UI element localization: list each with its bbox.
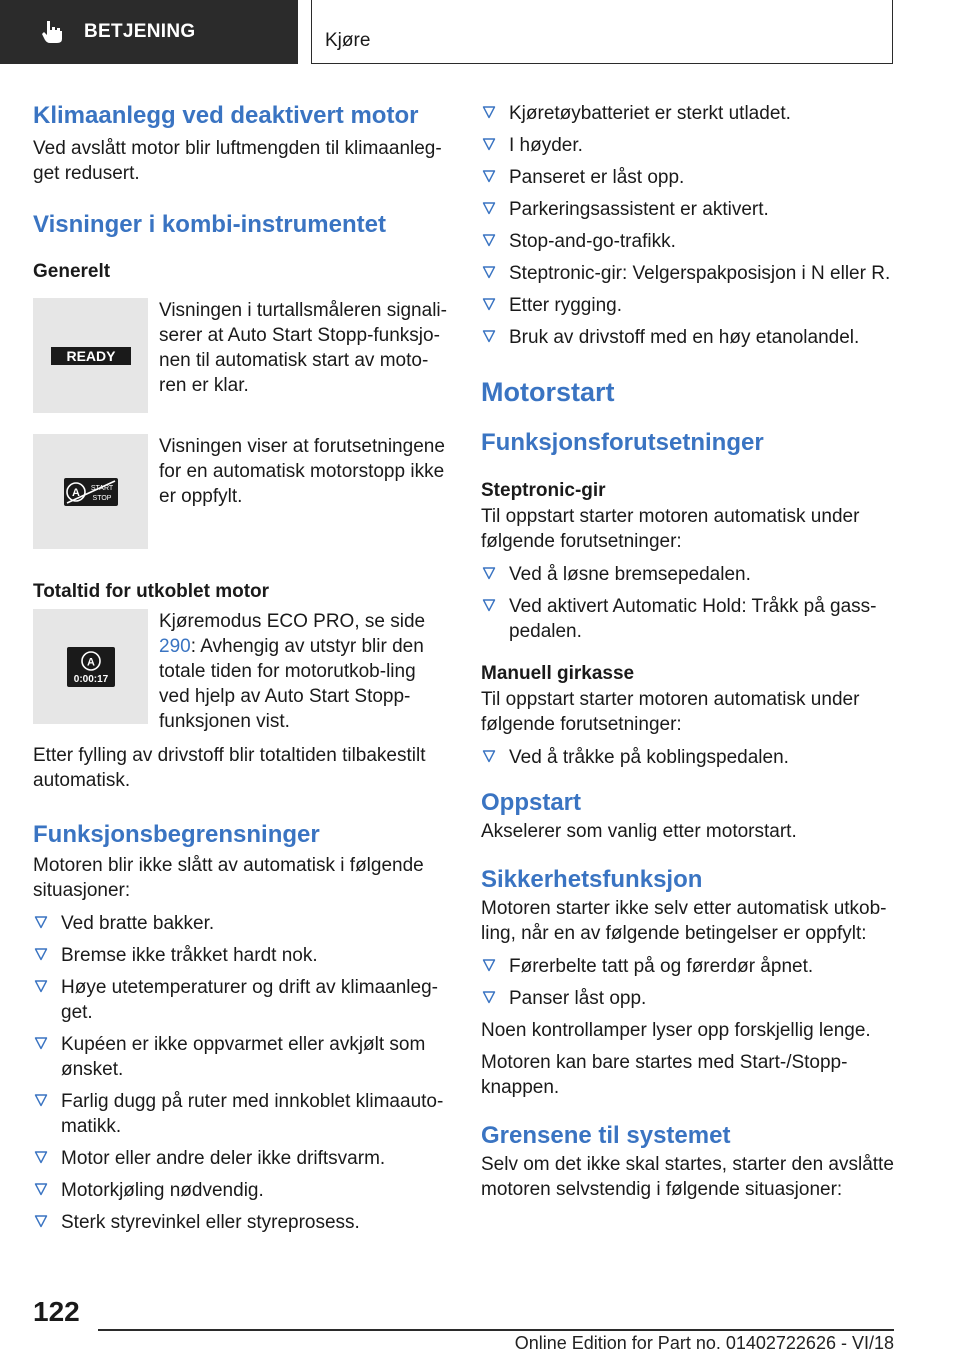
triangle-bullet-icon bbox=[34, 1214, 48, 1228]
triangle-bullet-icon bbox=[34, 947, 48, 961]
list-item: Bruk av drivstoff med en høy etanolandel. bbox=[481, 325, 896, 350]
list-item: I høyder. bbox=[481, 133, 896, 158]
figure-ready bbox=[33, 298, 448, 413]
heading-totaltid: Totaltid for utkoblet motor bbox=[33, 581, 270, 602]
list-begrensninger-cont bbox=[481, 101, 896, 350]
figure-totaltid bbox=[33, 609, 448, 734]
paragraph-manuell: Til oppstart starter motoren automatisk under følgende forutsetninger: bbox=[481, 689, 860, 735]
list-begrensninger bbox=[33, 911, 448, 1235]
list-item: Ved bratte bakker. bbox=[33, 911, 448, 936]
list-item: Motorkjøling nødvendig. bbox=[33, 1178, 448, 1203]
triangle-bullet-icon bbox=[482, 566, 496, 580]
paragraph-klimaanlegg: Ved avslått motor blir luftmengden til klimaanleg-get redusert. bbox=[33, 138, 442, 184]
triangle-bullet-icon bbox=[482, 958, 496, 972]
paragraph-begrensninger: Motoren blir ikke slått av automatisk i følgende situasjoner: bbox=[33, 855, 424, 901]
paragraph-fylling: Etter fylling av drivstoff blir totaltiden tilbakestilt automatisk. bbox=[33, 745, 426, 791]
triangle-bullet-icon bbox=[482, 990, 496, 1004]
list-item: Ved å tråkke på koblingspedalen. bbox=[481, 745, 896, 770]
heading-steptronic: Steptronic-gir bbox=[481, 480, 606, 501]
triangle-bullet-icon bbox=[34, 1093, 48, 1107]
heading-manuell: Manuell girkasse bbox=[481, 663, 635, 684]
svg-text:0:00:17: 0:00:17 bbox=[73, 673, 108, 685]
triangle-bullet-icon bbox=[482, 137, 496, 151]
heading-funksjonsforutsetninger: Funksjonsforutsetninger bbox=[481, 429, 764, 456]
list-item: Farlig dugg på ruter med innkoblet klimaauto-matikk. bbox=[33, 1089, 448, 1139]
list-item: Høye utetemperaturer og drift av klimaanleg-get. bbox=[33, 975, 448, 1025]
list-item: Parkeringsassistent er aktivert. bbox=[481, 197, 896, 222]
heading-motorstart: Motorstart bbox=[481, 377, 615, 407]
timer-indicator-image bbox=[33, 609, 148, 724]
list-item: Ved aktivert Automatic Hold: Tråkk på gass-pedalen. bbox=[481, 594, 896, 644]
list-item: Bremse ikke tråkket hardt nok. bbox=[33, 943, 448, 968]
triangle-bullet-icon bbox=[34, 1150, 48, 1164]
list-steptronic bbox=[481, 562, 896, 644]
heading-grensene: Grensene til systemet bbox=[481, 1122, 731, 1149]
page-reference-link[interactable]: 290 bbox=[159, 636, 191, 657]
list-item: Panser låst opp. bbox=[481, 986, 896, 1011]
triangle-bullet-icon bbox=[34, 1036, 48, 1050]
start-stop-off-icon bbox=[64, 478, 118, 506]
heading-generelt: Generelt bbox=[33, 261, 111, 282]
svg-text:A: A bbox=[71, 486, 80, 499]
svg-text:A: A bbox=[86, 656, 95, 668]
figure-start-stop bbox=[33, 434, 448, 549]
chapter-title-box bbox=[311, 0, 893, 64]
paragraph-oppstart: Akselerer som vanlig etter motorstart. bbox=[481, 821, 797, 842]
ready-indicator-image bbox=[33, 298, 148, 413]
right-column bbox=[481, 101, 896, 1202]
triangle-bullet-icon bbox=[34, 915, 48, 929]
list-sikkerhet bbox=[481, 954, 896, 1011]
list-manuell bbox=[481, 745, 896, 770]
triangle-bullet-icon bbox=[482, 265, 496, 279]
triangle-bullet-icon bbox=[482, 169, 496, 183]
heading-oppstart: Oppstart bbox=[481, 789, 582, 816]
list-item: Kupéen er ikke oppvarmet eller avkjølt som ønsket. bbox=[33, 1032, 448, 1082]
page-number: 122 bbox=[33, 1296, 80, 1327]
triangle-bullet-icon bbox=[482, 329, 496, 343]
list-item: Etter rygging. bbox=[481, 293, 896, 318]
triangle-bullet-icon bbox=[34, 979, 48, 993]
svg-text:STOP: STOP bbox=[92, 494, 111, 502]
svg-text:READY: READY bbox=[65, 347, 116, 364]
triangle-bullet-icon bbox=[482, 749, 496, 763]
triangle-bullet-icon bbox=[34, 1182, 48, 1196]
list-item: Motor eller andre deler ikke driftsvarm. bbox=[33, 1146, 448, 1171]
list-item: Førerbelte tatt på og førerdør åpnet. bbox=[481, 954, 896, 979]
section-tab bbox=[0, 0, 298, 64]
paragraph-start-stopp-knapp: Motoren kan bare startes med Start-/Stopp-knappen. bbox=[481, 1052, 848, 1098]
list-item: Kjøretøybatteriet er sterkt utladet. bbox=[481, 101, 896, 126]
figure-totaltid-text: Kjøremodus ECO PRO, se side 290: Avhengig av utstyr blir den totale tiden for motorutkob-ling ved hjelp av Auto Start Stopp-funksjonen vist. bbox=[159, 611, 426, 732]
triangle-bullet-icon bbox=[482, 105, 496, 119]
section-label: BETJENING bbox=[84, 21, 196, 42]
triangle-bullet-icon bbox=[482, 297, 496, 311]
figure-ready-text: Visningen i turtallsmåleren signali-serer at Auto Start Stopp-funksjo-nen til automatisk start av moto-ren er klar. bbox=[159, 300, 447, 396]
list-item: Panseret er låst opp. bbox=[481, 165, 896, 190]
paragraph-steptronic: Til oppstart starter motoren automatisk under følgende forutsetninger: bbox=[481, 506, 860, 552]
heading-funksjonsbegrensninger: Funksjonsbegrensninger bbox=[33, 821, 320, 848]
list-item: Sterk styrevinkel eller styreprosess. bbox=[33, 1210, 448, 1235]
edition-text: Online Edition for Part no. 01402722626 - VI/18 bbox=[514, 1333, 894, 1353]
footer-divider bbox=[98, 1329, 894, 1331]
paragraph-sikkerhet: Motoren starter ikke selv etter automatisk utkob-ling, når en av følgende betingelser er oppfylt: bbox=[481, 898, 887, 944]
triangle-bullet-icon bbox=[482, 201, 496, 215]
heading-sikkerhetsfunksjon: Sikkerhetsfunksjon bbox=[481, 866, 703, 893]
paragraph-kontrollamper: Noen kontrollamper lyser opp forskjellig lenge. bbox=[481, 1020, 871, 1041]
list-item: Stop-and-go-trafikk. bbox=[481, 229, 896, 254]
svg-text:START: START bbox=[90, 484, 113, 492]
paragraph-grensene: Selv om det ikke skal startes, starter den avslåtte motoren selvstendig i følgende situasjoner: bbox=[481, 1154, 894, 1200]
ready-indicator-icon bbox=[51, 346, 131, 366]
start-stop-indicator-image bbox=[33, 434, 148, 549]
heading-visninger: Visninger i kombi-instrumentet bbox=[33, 211, 386, 238]
triangle-bullet-icon bbox=[482, 233, 496, 247]
list-item: Ved å løsne bremsepedalen. bbox=[481, 562, 896, 587]
figure-start-stop-text: Visningen viser at forutsetningene for en automatisk motorstopp ikke er oppfylt. bbox=[159, 436, 445, 507]
left-column bbox=[33, 100, 448, 1242]
heading-klimaanlegg: Klimaanlegg ved deaktivert motor bbox=[33, 102, 419, 129]
auto-start-stop-timer-icon bbox=[67, 647, 115, 687]
list-item: Steptronic-gir: Velgerspakposisjon i N eller R. bbox=[481, 261, 896, 286]
hand-pointer-icon bbox=[40, 19, 66, 45]
triangle-bullet-icon bbox=[482, 598, 496, 612]
chapter-title: Kjøre bbox=[325, 30, 371, 51]
